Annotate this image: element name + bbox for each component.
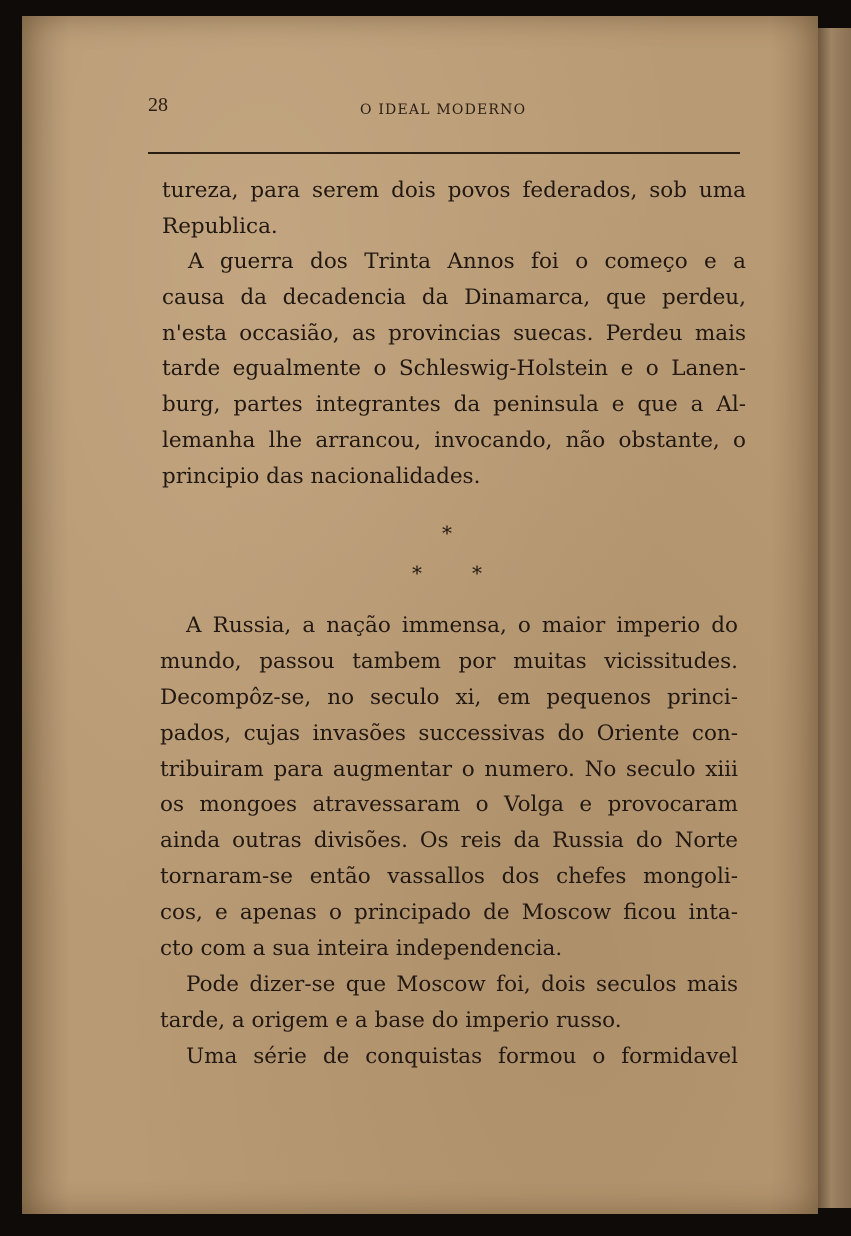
text-line: Uma série de conquistas formou o formidavel xyxy=(186,1043,738,1069)
text-line: Republica. xyxy=(162,213,278,239)
text-line: cto com a sua inteira independencia. xyxy=(160,936,563,962)
asterism-separator xyxy=(380,515,520,585)
page-number: 28 xyxy=(148,94,168,116)
asterisk: * xyxy=(472,561,482,585)
next-page-edge xyxy=(818,28,851,1208)
text-line: causa da decadencia da Dinamarca, que perdeu, xyxy=(162,285,746,311)
text-line: pados, cujas invasões successivas do Oriente con- xyxy=(160,720,738,746)
text-line: tarde egualmente o Schleswig-Holstein e o Lanen- xyxy=(162,356,746,382)
paragraph-block-2 xyxy=(160,608,738,1075)
text-line: cos, e apenas o principado de Moscow ficou inta- xyxy=(160,900,738,926)
text-line: os mongoes atravessaram o Volga e provocaram xyxy=(160,792,738,818)
text-line: lemanha lhe arrancou, invocando, não obstante, o xyxy=(162,427,746,453)
text-line: Pode dizer-se que Moscow foi, dois seculos mais xyxy=(186,971,738,997)
paragraph-block-1 xyxy=(162,173,746,494)
text-line: n'esta occasião, as provincias suecas. Perdeu mais xyxy=(162,320,746,346)
header-rule xyxy=(148,152,740,154)
text-line: Decompôz-se, no seculo xi, em pequenos princi- xyxy=(160,684,738,710)
text-line: tornaram-se então vassallos dos chefes mongoli- xyxy=(160,864,738,890)
text-line: tarde, a origem e a base do imperio russo. xyxy=(160,1007,622,1033)
text-line: tribuiram para augmentar o numero. No seculo xiii xyxy=(160,756,738,782)
text-line: tureza, para serem dois povos federados, sob uma xyxy=(162,178,746,203)
text-line: A Russia, a nação immensa, o maior imperio do xyxy=(186,613,738,638)
running-title: O IDEAL MODERNO xyxy=(360,102,527,118)
page-header xyxy=(148,94,740,124)
text-line: principio das nacionalidades. xyxy=(162,463,481,489)
text-line: ainda outras divisões. Os reis da Russia do Norte xyxy=(160,828,738,854)
asterisk: * xyxy=(412,561,422,585)
asterisk: * xyxy=(442,521,452,545)
text-line: mundo, passou tambem por muitas vicissitudes. xyxy=(160,648,738,674)
text-line: A guerra dos Trinta Annos foi o começo e a xyxy=(188,249,746,275)
text-line: burg, partes integrantes da peninsula e que a Al- xyxy=(162,392,746,418)
